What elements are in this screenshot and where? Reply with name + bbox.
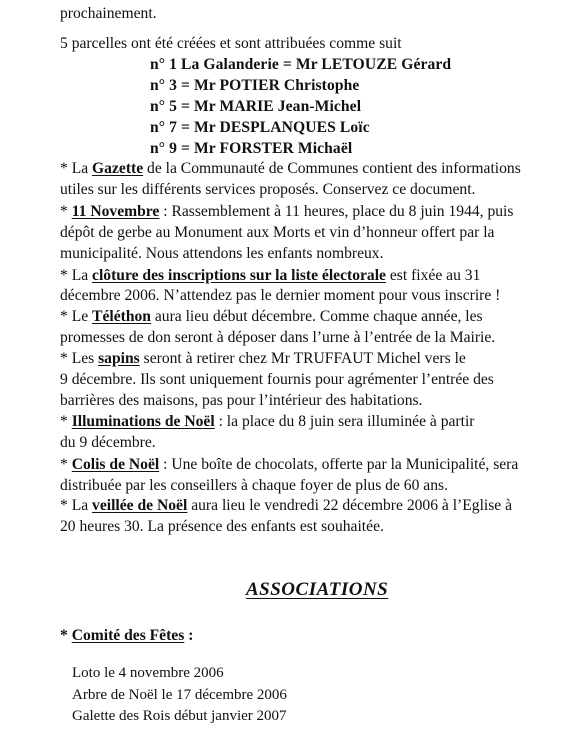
- colis-text: : Une boîte de chocolats, offerte par la Municipalité, sera: [159, 456, 519, 473]
- cloture-line-2: décembre 2006. N’attendez pas le dernier moment pour vous inscrire !: [60, 287, 501, 304]
- veillee-keyword: veillée de Noël: [92, 497, 188, 514]
- bullet: *: [60, 413, 72, 430]
- telethon-line-1: [60, 307, 483, 326]
- illuminations-keyword: Illuminations de Noël: [71, 413, 215, 430]
- bullet: *: [60, 203, 72, 220]
- sapins-line-3: barrières des maisons, pas pour l’intérieur des habitations.: [60, 392, 423, 409]
- parcel-1: n° 1 La Galanderie = Mr LETOUZE Gérard: [150, 56, 452, 73]
- bullet: * Le: [60, 308, 93, 325]
- comite-line: [60, 626, 193, 645]
- illuminations-line-2: du 9 décembre.: [60, 434, 156, 451]
- novembre-line-3: municipalité. Nous attendons les enfants nombreux.: [60, 245, 384, 262]
- telethon-line-2: promesses de don seront à déposer dans l’urne à l’entrée de la Mairie.: [60, 329, 496, 346]
- parcel-5: n° 5 = Mr MARIE Jean-Michel: [150, 98, 362, 115]
- associations-heading: ASSOCIATIONS: [246, 579, 389, 600]
- bullet: *: [60, 456, 72, 473]
- gazette-keyword: Gazette: [92, 160, 144, 177]
- novembre-line-2: dépôt de gerbe au Monument aux Morts et vin d’honneur offert par la: [60, 224, 495, 241]
- veillee-line-2: 20 heures 30. La présence des enfants est souhaitée.: [60, 518, 384, 535]
- sapins-text: seront à retirer chez Mr TRUFFAUT Michel vers le: [139, 350, 466, 367]
- intro-line-1: 5 parcelles ont été créées et sont attribuées comme suit: [60, 35, 402, 52]
- event-galette: Galette des Rois début janvier 2007: [72, 708, 287, 724]
- veillee-line-1: [60, 496, 512, 515]
- cloture-line-1: [60, 266, 480, 285]
- sapins-line-1: [60, 349, 466, 368]
- bullet: * La: [60, 497, 93, 514]
- bullet: * La: [60, 160, 93, 177]
- illuminations-line-1: [60, 412, 474, 431]
- sapins-keyword: sapins: [98, 350, 140, 367]
- intro-line-0: prochainement.: [60, 5, 157, 22]
- illuminations-text: : la place du 8 juin sera illuminée à partir: [214, 413, 475, 430]
- gazette-line-1: [60, 159, 521, 178]
- veillee-text: aura lieu le vendredi 22 décembre 2006 à l’Eglise à: [187, 497, 513, 514]
- cloture-keyword: clôture des inscriptions sur la liste électorale: [92, 267, 386, 284]
- bullet: *: [60, 627, 72, 644]
- bullet: * Les: [60, 350, 99, 367]
- telethon-text: aura lieu début décembre. Comme chaque année, les: [150, 308, 483, 325]
- event-arbre-de-noel: Arbre de Noël le 17 décembre 2006: [72, 687, 287, 703]
- novembre-keyword: 11 Novembre: [71, 203, 160, 220]
- colis-line-1: [60, 455, 518, 474]
- parcel-7: n° 7 = Mr DESPLANQUES Loïc: [150, 119, 370, 136]
- novembre-text: : Rassemblement à 11 heures, place du 8 juin 1944, puis: [159, 203, 514, 220]
- telethon-keyword: Téléthon: [92, 308, 151, 325]
- parcel-3: n° 3 = Mr POTIER Christophe: [150, 77, 360, 94]
- colis-line-2: distribuée par les conseillers à chaque foyer de plus de 60 ans.: [60, 477, 448, 494]
- event-loto: Loto le 4 novembre 2006: [72, 665, 224, 681]
- comite-colon: :: [184, 627, 194, 644]
- cloture-text: est fixée au 31: [385, 267, 481, 284]
- bullet: * La: [60, 267, 93, 284]
- gazette-line-2: utiles sur les différents services proposés. Conservez ce document.: [60, 181, 476, 198]
- colis-keyword: Colis de Noël: [71, 456, 160, 473]
- sapins-line-2: 9 décembre. Ils sont uniquement fournis pour agrémenter l’entrée des: [60, 371, 494, 388]
- novembre-line-1: [60, 202, 513, 221]
- parcel-9: n° 9 = Mr FORSTER Michaël: [150, 140, 353, 157]
- gazette-text: de la Communauté de Communes contient des informations: [143, 160, 521, 177]
- comite-keyword: Comité des Fêtes: [71, 627, 185, 644]
